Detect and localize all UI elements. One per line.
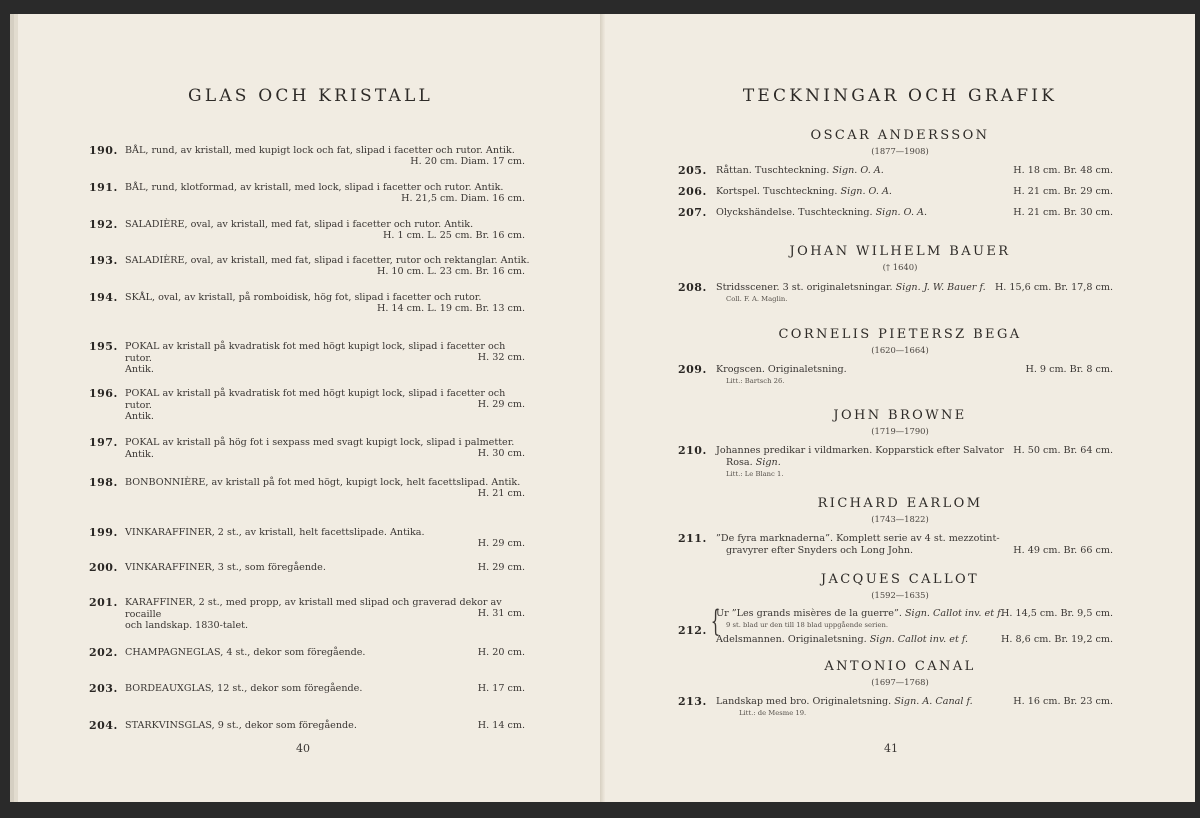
item-number: 209. [678,363,707,376]
item-dimensions: H. 1 cm. L. 25 cm. Br. 16 cm. [383,230,525,241]
item-note: Litt.: de Mesme 19. [739,709,807,717]
page-title: TECKNINGAR OCH GRAFIK [742,86,1058,106]
item-description [125,437,535,460]
item-description [125,477,535,489]
item-number: 202. [89,646,118,659]
item-description-line: Antik. [125,364,154,375]
artist-dates: (1697—1768) [871,677,929,687]
artist-name: CORNELIS PIETERSZ BEGA [778,327,1022,342]
item-dimensions: H. 20 cm. Diam. 17 cm. [410,156,525,167]
item-description [125,683,535,695]
item-number: 204. [89,719,118,732]
item-description [125,255,535,267]
artist-dates: (1592—1635) [871,590,929,600]
right-page [605,14,1195,802]
item-dimensions: H. 29 cm. [477,399,525,410]
item-description-line: POKAL av kristall på kvadratisk fot med högt kupigt lock, slipad i facetter och rutor. [125,341,506,364]
artist-name: JACQUES CALLOT [820,572,980,587]
page-number: 41 [884,742,898,755]
item-number: 196. [89,387,118,400]
item-dimensions: H. 21 cm. [477,488,525,499]
artist-dates: (1719—1790) [871,426,929,436]
item-dimensions: H. 10 cm. L. 23 cm. Br. 16 cm. [376,266,525,277]
item-dimensions: H. 31 cm. [477,608,525,619]
item-number: 190. [89,144,118,157]
item-description [125,597,535,632]
item-number: 191. [89,181,118,194]
item-dimensions: H. 20 cm. [477,647,525,658]
item-description [125,292,535,304]
item-dimensions: H. 29 cm. [477,562,525,573]
item-dimensions: H. 8,6 cm. Br. 19,2 cm. [1001,634,1113,645]
item-number: 206. [678,185,707,198]
item-note: Coll. F. A. Maglin. [726,295,788,303]
item-description [125,527,535,539]
item-description-line: SALADIÈRE, oval, av kristall, med fat, slipad i facetter, rutor och rektanglar. Antik. [125,255,530,266]
item-number: 201. [89,596,118,609]
item-description: Adelsmannen. Originaletsning. Sign. Callot inv. et f. [716,634,969,645]
item-number: 198. [89,476,118,489]
item-number: 207. [678,206,707,219]
item-description-line: KARAFFINER, 2 st., med propp, av kristall med slipad och graverad dekor av rocaille [125,597,502,620]
item-description-line: CHAMPAGNEGLAS, 4 st., dekor som föregående. [125,647,366,658]
item-note: Litt.: Le Blanc 1. [726,470,784,478]
item-dimensions: H. 14,5 cm. Br. 9,5 cm. [1001,608,1113,619]
item-dimensions: H. 32 cm. [477,352,525,363]
item-description [125,720,535,732]
artist-name: JOHAN WILHELM BAUER [789,244,1011,259]
item-description [125,562,535,574]
item-dimensions: H. 16 cm. Br. 23 cm. [1013,696,1113,707]
page-title: GLAS OCH KRISTALL [188,86,433,106]
item-dimensions: H. 50 cm. Br. 64 cm. [1013,445,1113,456]
item-description: Kortspel. Tuschteckning. Sign. O. A. [716,186,892,197]
item-note: 9 st. blad ur den till 18 blad uppgående serien. [726,621,889,629]
artist-name: OSCAR ANDERSSON [810,128,990,143]
item-description: Landskap med bro. Originaletsning. Sign. A. Canal f. [716,696,973,707]
artist-name: ANTONIO CANAL [824,659,976,674]
artist-dates: († 1640) [882,262,918,272]
artist-dates: (1877—1908) [871,146,929,156]
item-number: 192. [89,218,118,231]
artist-dates: (1743—1822) [871,514,929,524]
item-number: 205. [678,164,707,177]
item-dimensions: H. 14 cm. L. 19 cm. Br. 13 cm. [376,303,525,314]
item-number: 213. [678,695,707,708]
artist-dates: (1620—1664) [871,345,929,355]
item-description: Krogscen. Originaletsning. [716,364,847,375]
item-number: 203. [89,682,118,695]
item-description-line: STARKVINSGLAS, 9 st., dekor som föregående. [125,720,357,731]
item-number: 193. [89,254,118,267]
item-dimensions: H. 21 cm. Br. 29 cm. [1013,186,1113,197]
item-dimensions: H. 14 cm. [477,720,525,731]
brace-glyph: { [710,604,721,639]
item-description: Olyckshändelse. Tuschteckning. Sign. O. A. [716,207,928,218]
item-description: Johannes predikar i vildmarken. Kopparstick efter Salvator Rosa. Sign. [716,445,1004,468]
item-description-line: POKAL av kristall på kvadratisk fot med högt kupigt lock, slipad i facetter och rutor. [125,388,506,411]
item-dimensions: H. 30 cm. [477,448,525,459]
item-description [125,341,535,376]
item-description-line: BONBONNIÈRE, av kristall på fot med högt, kupigt lock, helt facettslipad. Antik. [125,477,521,488]
item-description [125,219,535,231]
left-page [18,14,603,802]
item-description: ”De fyra marknaderna”. Komplett serie av 4 st. mezzotint- gravyrer efter Snyders och Long John. [716,533,1000,556]
item-description-line: SALADIÈRE, oval, av kristall, med fat, slipad i facetter och rutor. Antik. [125,219,474,230]
item-description-line: Antik. [125,411,154,422]
item-description: Ur ”Les grands misères de la guerre”. Sign. Callot inv. et f. [716,608,1004,619]
item-dimensions: H. 15,6 cm. Br. 17,8 cm. [994,282,1113,293]
item-number: 211. [678,532,707,545]
item-description-line: och landskap. 1830-talet. [125,620,249,631]
item-dimensions: H. 21 cm. Br. 30 cm. [1013,207,1113,218]
item-description: Råttan. Tuschteckning. Sign. O. A. [716,165,884,176]
item-dimensions: H. 18 cm. Br. 48 cm. [1013,165,1113,176]
item-number: 200. [89,561,118,574]
artist-name: RICHARD EARLOM [817,496,983,511]
item-description-line: VINKARAFFINER, 3 st., som föregående. [125,562,326,573]
item-dimensions: H. 21,5 cm. Diam. 16 cm. [401,193,525,204]
item-number: 208. [678,281,707,294]
item-number: 210. [678,444,707,457]
item-number: 212. [678,624,707,637]
item-number: 197. [89,436,118,449]
page-number: 40 [296,742,310,755]
item-description: Stridsscener. 3 st. originaletsningar. Sign. J. W. Bauer f. [716,282,986,293]
item-dimensions: H. 49 cm. Br. 66 cm. [1013,545,1113,556]
item-dimensions: H. 9 cm. Br. 8 cm. [1025,364,1113,375]
item-note: Litt.: Bartsch 26. [726,377,785,385]
item-number: 199. [89,526,118,539]
item-description-line: SKÅL, oval, av kristall, på romboidisk, hög fot, slipad i facetter och rutor. [125,292,482,303]
artist-name: JOHN BROWNE [833,408,967,423]
item-description-line: BÅL, rund, klotformad, av kristall, med lock, slipad i facetter och rutor. Antik. [125,182,504,193]
item-description-line: BÅL, rund, av kristall, med kupigt lock och fat, slipad i facetter och rutor. Antik. [125,145,515,156]
item-dimensions: H. 17 cm. [477,683,525,694]
item-description-line: BORDEAUXGLAS, 12 st., dekor som föregående. [125,683,363,694]
item-description [125,145,535,157]
item-description-line: POKAL av kristall på hög fot i sexpass med svagt kupigt lock, slipad i palmetter. Antik. [125,437,515,460]
item-dimensions: H. 29 cm. [477,538,525,549]
item-description [125,647,535,659]
item-number: 194. [89,291,118,304]
item-description-line: VINKARAFFINER, 2 st., av kristall, helt facettslipade. Antika. [125,527,425,538]
item-number: 195. [89,340,118,353]
item-description [125,388,535,423]
item-description [125,182,535,194]
